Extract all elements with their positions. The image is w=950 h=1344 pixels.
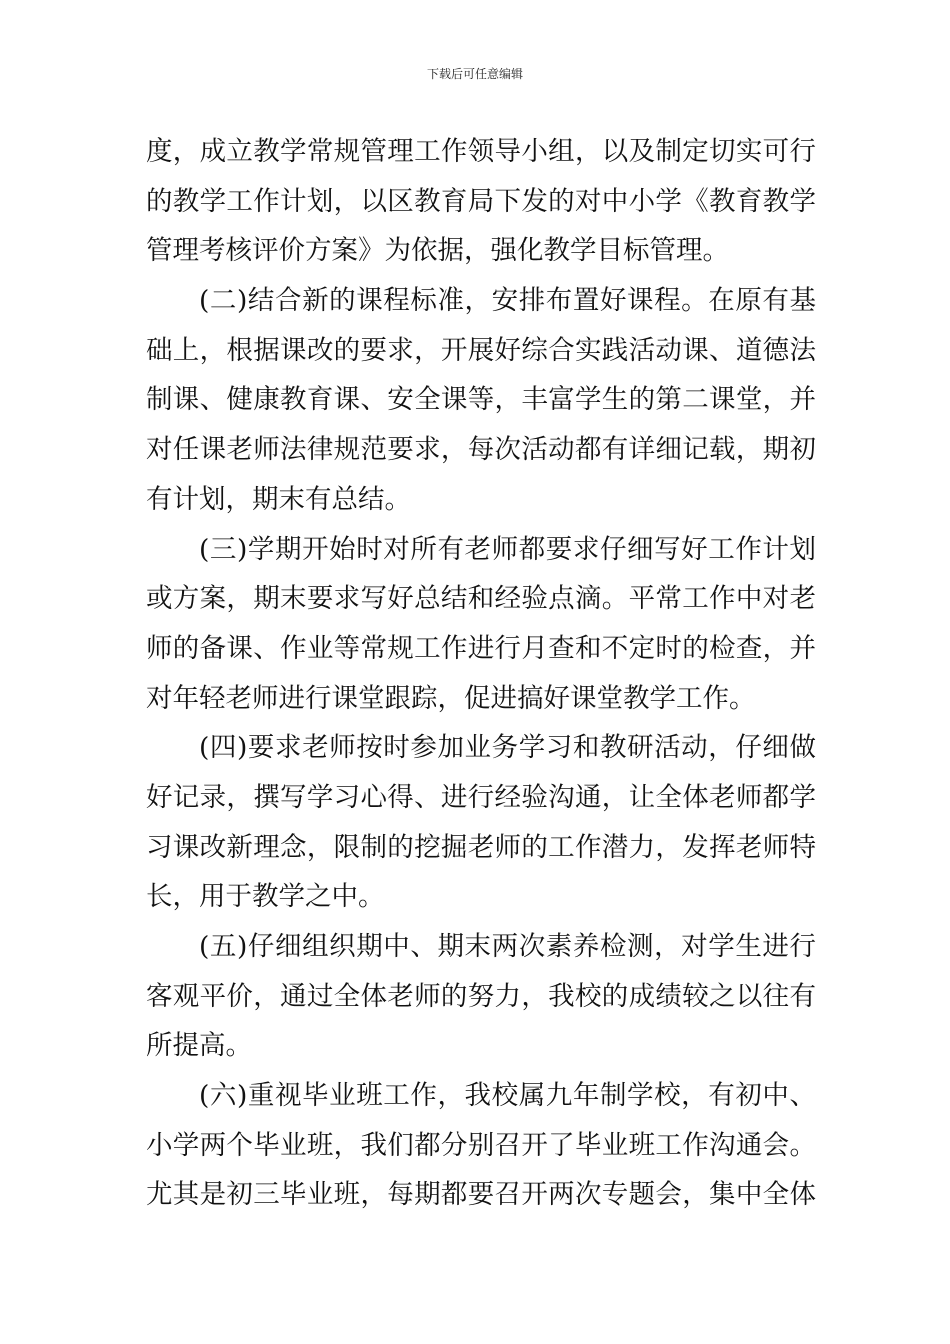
text-line: 师的备课、作业等常规工作进行月查和不定时的检查，并 xyxy=(146,632,816,664)
body-text xyxy=(146,127,816,1220)
text-line: 长，用于教学之中。 xyxy=(146,881,385,913)
text-line: 度，成立教学常规管理工作领导小组，以及制定切实可行 xyxy=(146,136,816,167)
text-line: 制课、健康教育课、安全课等，丰富学生的第二课堂，并 xyxy=(146,384,816,416)
text-line: 对任课老师法律规范要求，每次活动都有详细记载，期初 xyxy=(146,434,816,466)
text-line: (六)重视毕业班工作，我校属九年制学校，有初中、 xyxy=(199,1080,816,1112)
text-line: (三)学期开始时对所有老师都要求仔细写好工作计划 xyxy=(199,533,816,565)
text-line: (四)要求老师按时参加业务学习和教研活动，仔细做 xyxy=(199,732,816,764)
text-line: 的教学工作计划，以区教育局下发的对中小学《教育教学 xyxy=(146,185,816,217)
text-line: 有计划，期末有总结。 xyxy=(146,483,411,515)
page-header: 下载后可任意编辑 xyxy=(426,67,523,81)
text-line: 客观平价，通过全体老师的努力，我校的成绩较之以往有 xyxy=(146,980,816,1012)
text-line: 础上，根据课改的要求，开展好综合实践活动课、道德法 xyxy=(146,334,816,366)
text-line: 对年轻老师进行课堂跟踪，促进搞好课堂教学工作。 xyxy=(146,682,756,714)
text-line: 或方案，期末要求写好总结和经验点滴。平常工作中对老 xyxy=(146,583,816,615)
text-line: (五)仔细组织期中、期末两次素养检测，对学生进行 xyxy=(199,931,816,962)
text-line: 习课改新理念，限制的挖掘老师的工作潜力，发挥老师特 xyxy=(146,831,816,863)
text-line: 好记录，撰写学习心得、进行经验沟通，让全体老师都学 xyxy=(146,781,816,813)
text-line: 所提高。 xyxy=(146,1030,252,1062)
text-line: 尤其是初三毕业班，每期都要召开两次专题会，集中全体 xyxy=(146,1179,816,1211)
text-line: (二)结合新的课程标准，安排布置好课程。在原有基 xyxy=(199,285,816,317)
text-line: 管理考核评价方案》为依据，强化教学目标管理。 xyxy=(146,235,729,267)
text-line: 小学两个毕业班，我们都分别召开了毕业班工作沟通会。 xyxy=(146,1129,816,1161)
